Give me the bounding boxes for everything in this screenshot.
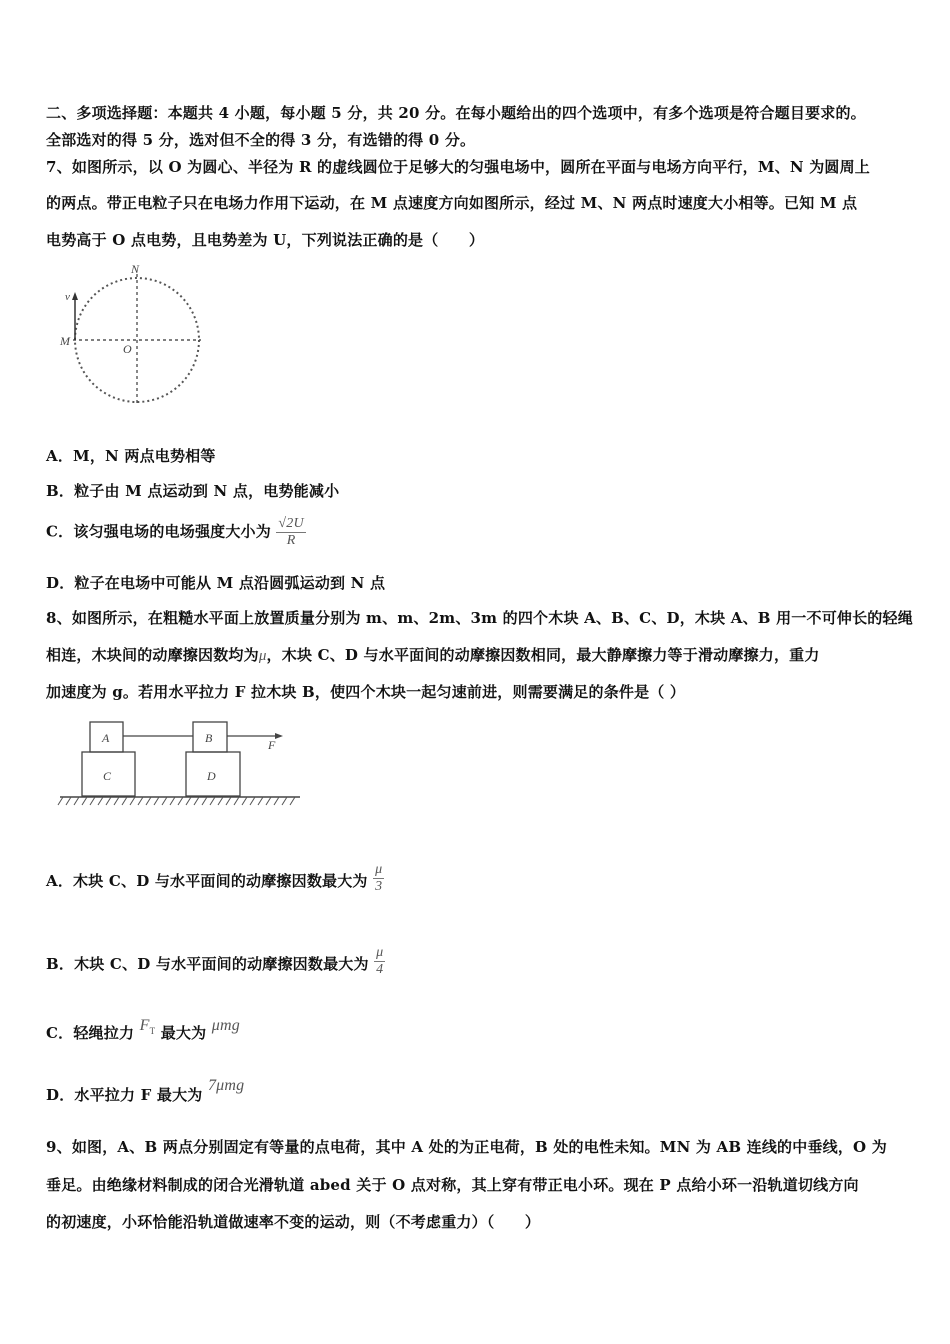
q7-stem-line1: 7、如图所示，以 O 为圆心、半径为 R 的虚线圆位于足够大的匀强电场中，圆所在平面与电场方向平行，M、N 为圆周上 — [46, 158, 870, 176]
tension-f: F — [139, 1017, 150, 1034]
q8-stem-line3: 加速度为 g。若用水平拉力 F 拉木块 B，使四个木块一起匀速前进，则需要满足的条件是（ ） — [46, 683, 686, 701]
q8-option-c-text: C．轻绳拉力 — [46, 1024, 135, 1042]
q9-stem-line1: 9、如图，A、B 两点分别固定有等量的点电荷，其中 A 处的为正电荷，B 处的电性未知。MN 为 AB 连线的中垂线，O 为 — [46, 1138, 887, 1156]
q7-stem-line2: 的两点。带正电粒子只在电场力作用下运动，在 M 点速度方向如图所示，经过 M、N 两点时速度大小相等。已知 M 点 — [46, 194, 858, 212]
label-v: v — [65, 291, 70, 303]
q9-stem-line2: 垂足。由绝缘材料制成的闭合光滑轨道 abed 关于 O 点对称，其上穿有带正电小环。现在 P 点给小环一沿轨道切线方向 — [46, 1176, 859, 1194]
label-f: F — [268, 738, 276, 752]
fraction-denominator: R — [286, 533, 296, 548]
q7-stem-line3: 电势高于 O 点电势，且电势差为 U，下列说法正确的是（ ） — [46, 231, 485, 249]
label-m: M — [60, 334, 70, 348]
q8-stem-line2-part2: ，木块 C、D 与水平面间的动摩擦因数相同，最大静摩擦力等于滑动摩擦力，重力 — [266, 646, 820, 664]
q7-option-c-fraction — [276, 516, 305, 549]
fraction-numerator: μ — [376, 945, 384, 960]
fraction-numerator: μ — [375, 862, 383, 877]
fraction-denominator: 4 — [376, 962, 384, 977]
q8-option-a-text: A．木块 C、D 与水平面间的动摩擦因数最大为 — [46, 872, 368, 890]
q9-stem-line3: 的初速度，小环恰能沿轨道做速率不变的运动，则（不考虑重力）（ ） — [46, 1213, 541, 1231]
section-heading: 二、多项选择题：本题共 4 小题，每小题 5 分，共 20 分。在每小题给出的四个选项中，有多个选项是符合题目要求的。 — [46, 104, 866, 122]
q8-option-b-fraction — [374, 945, 385, 978]
mu-symbol: μ — [258, 648, 267, 664]
velocity-arrowhead — [72, 292, 78, 300]
q8-option-b-text: B．木块 C、D 与水平面间的动摩擦因数最大为 — [46, 955, 369, 973]
q7-option-a: A．M，N 两点电势相等 — [46, 447, 216, 465]
q7-option-d: D．粒子在电场中可能从 M 点沿圆弧运动到 N 点 — [46, 574, 386, 592]
q7-option-b: B．粒子由 M 点运动到 N 点，电势能减小 — [46, 482, 340, 500]
q8-option-b — [46, 945, 385, 977]
label-a: A — [102, 731, 110, 745]
label-c: C — [103, 769, 112, 783]
ground-hatching — [58, 797, 295, 805]
q8-option-a — [46, 862, 384, 894]
q8-stem-line1: 8、如图所示，在粗糙水平面上放置质量分别为 m、m、2m、3m 的四个木块 A、B、C、D，木块 A、B 用一不可伸长的轻绳 — [46, 609, 913, 627]
q7-option-c-text: C．该匀强电场的电场强度大小为 — [46, 522, 271, 541]
q8-option-c-text2: 最大为 — [160, 1024, 207, 1042]
q7-circle-figure — [55, 260, 215, 410]
q8-option-d-text: D．水平拉力 F 最大为 — [46, 1086, 203, 1104]
q8-stem-line2 — [46, 644, 820, 665]
label-b: B — [205, 731, 213, 745]
q8-option-c — [46, 1017, 240, 1044]
q8-option-a-fraction — [373, 862, 384, 895]
label-d: D — [207, 769, 216, 783]
tension-subscript: T — [149, 1026, 156, 1037]
fraction-numerator: √2U — [278, 516, 304, 531]
force-arrowhead — [275, 733, 283, 739]
tension-symbol — [139, 1017, 156, 1037]
fraction-denominator: 3 — [375, 879, 383, 894]
label-n: N — [131, 262, 140, 276]
force-max-value: 7μmg — [207, 1077, 245, 1094]
q8-option-d — [46, 1077, 245, 1105]
section-scoring: 全部选对的得 5 分，选对但不全的得 3 分，有选错的得 0 分。 — [46, 131, 476, 149]
q7-option-c — [46, 516, 306, 549]
q8-blocks-figure — [55, 716, 315, 816]
label-o: O — [123, 342, 132, 356]
tension-max-value: μmg — [211, 1017, 240, 1034]
q8-stem-line2-part1: 相连，木块间的动摩擦因数均为 — [46, 646, 259, 664]
